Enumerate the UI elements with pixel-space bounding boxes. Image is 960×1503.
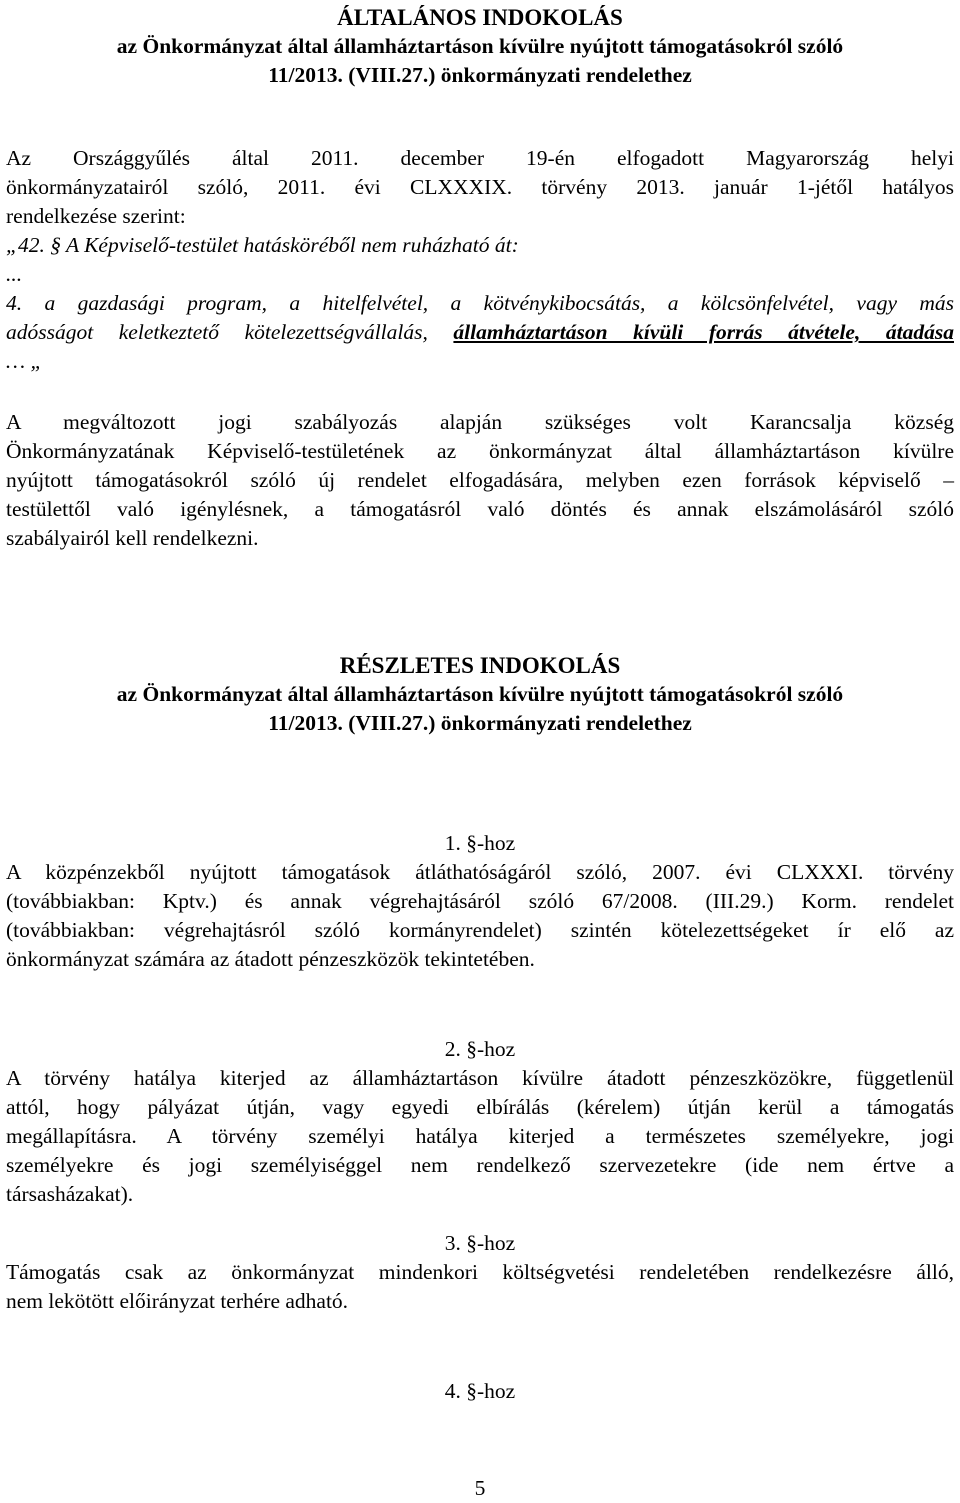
general-intro	[6, 144, 954, 376]
section-4	[6, 1377, 954, 1406]
page-number: 5	[474, 1476, 486, 1500]
detailed-subtitle-line2: 11/2013. (VIII.27.) önkormányzati rendelethez	[268, 711, 692, 735]
general-body	[6, 408, 954, 553]
quote-ellipsis: ...	[6, 262, 23, 286]
section-line: személyekre és jogi személyiséggel nem rendelkező szervezetekre (ide nem értve a	[6, 1153, 954, 1177]
general-header	[6, 3, 954, 90]
section-2	[6, 1035, 954, 1209]
general-subtitle-line2: 11/2013. (VIII.27.) önkormányzati rendelethez	[268, 63, 692, 87]
section-line: (továbbiakban: végrehajtásról szóló kormányrendelet) szintén kötelezettségeket ír elő az	[6, 918, 954, 942]
section-line: nem lekötött előirányzat terhére adható.	[6, 1289, 349, 1313]
section-line: A közpénzekből nyújtott támogatások átláthatóságáról szóló, 2007. évi CLXXXI. törvény	[6, 860, 954, 884]
section-heading: 2. §-hoz	[444, 1037, 516, 1061]
quote-item-line2	[6, 318, 954, 347]
section-heading: 3. §-hoz	[444, 1231, 516, 1255]
general-subtitle-line1: az Önkormányzat által államháztartáson kívülre nyújtott támogatásokról szóló	[116, 34, 844, 58]
quote-item-plain: adósságot keletkeztető kötelezettségvállalás,	[6, 320, 454, 344]
section-line: megállapításra. A törvény személyi hatálya kiterjed a természetes személyekre, jogi	[6, 1124, 954, 1148]
body-line: testülettől való igénylésnek, a támogatásról való döntés és annak elszámolásáról szóló	[6, 497, 954, 521]
detailed-title: RÉSZLETES INDOKOLÁS	[339, 653, 621, 678]
intro-line: önkormányzatairól szóló, 2011. évi CLXXXIX. törvény 2013. január 1-jétől hatályos	[6, 175, 954, 199]
body-line: A megváltozott jogi szabályozás alapján szükséges volt Karancsalja község	[6, 410, 954, 434]
quote-heading: „42. § A Képviselő-testület hatásköréből nem ruházható át:	[6, 233, 519, 257]
section-line: attól, hogy pályázat útján, vagy egyedi elbírálás (kérelem) útján kerül a támogatás	[6, 1095, 954, 1119]
body-line: szabályairól kell rendelkezni.	[6, 526, 259, 550]
section-line: (továbbiakban: Kptv.) és annak végrehajtásáról szóló 67/2008. (III.29.) Korm. rendelet	[6, 889, 954, 913]
quote-item-underlined: államháztartáson kívüli forrás átvétele, átadása	[453, 320, 954, 344]
section-1	[6, 829, 954, 974]
quote-end: … „	[6, 349, 43, 373]
section-line: társasházakat).	[6, 1182, 134, 1206]
section-line: önkormányzat számára az átadott pénzeszközök tekintetében.	[6, 947, 535, 971]
detailed-header	[6, 651, 954, 738]
body-line: nyújtott támogatásokról szóló új rendelet elfogadására, melyben ezen források képviselő –	[6, 468, 954, 492]
detailed-subtitle-line1: az Önkormányzat által államháztartáson kívülre nyújtott támogatásokról szóló	[116, 682, 844, 706]
section-heading: 4. §-hoz	[444, 1379, 516, 1403]
section-heading: 1. §-hoz	[444, 831, 516, 855]
section-line: A törvény hatálya kiterjed az államháztartáson kívülre átadott pénzeszközökre, függetlenül	[6, 1066, 954, 1090]
section-line: Támogatás csak az önkormányzat mindenkori költségvetési rendeletében rendelkezésre álló,	[6, 1260, 954, 1284]
general-title: ÁLTALÁNOS INDOKOLÁS	[337, 5, 623, 30]
intro-line: rendelkezése szerint:	[6, 204, 186, 228]
quote-item-line1: 4. a gazdasági program, a hitelfelvétel, a kötvénykibocsátás, a kölcsönfelvétel, vagy más	[6, 291, 954, 315]
intro-line: Az Országgyűlés által 2011. december 19-én elfogadott Magyarország helyi	[6, 146, 954, 170]
body-line: Önkormányzatának Képviselő-testületének az önkormányzat által államháztartáson kívülre	[6, 439, 954, 463]
section-3	[6, 1229, 954, 1316]
